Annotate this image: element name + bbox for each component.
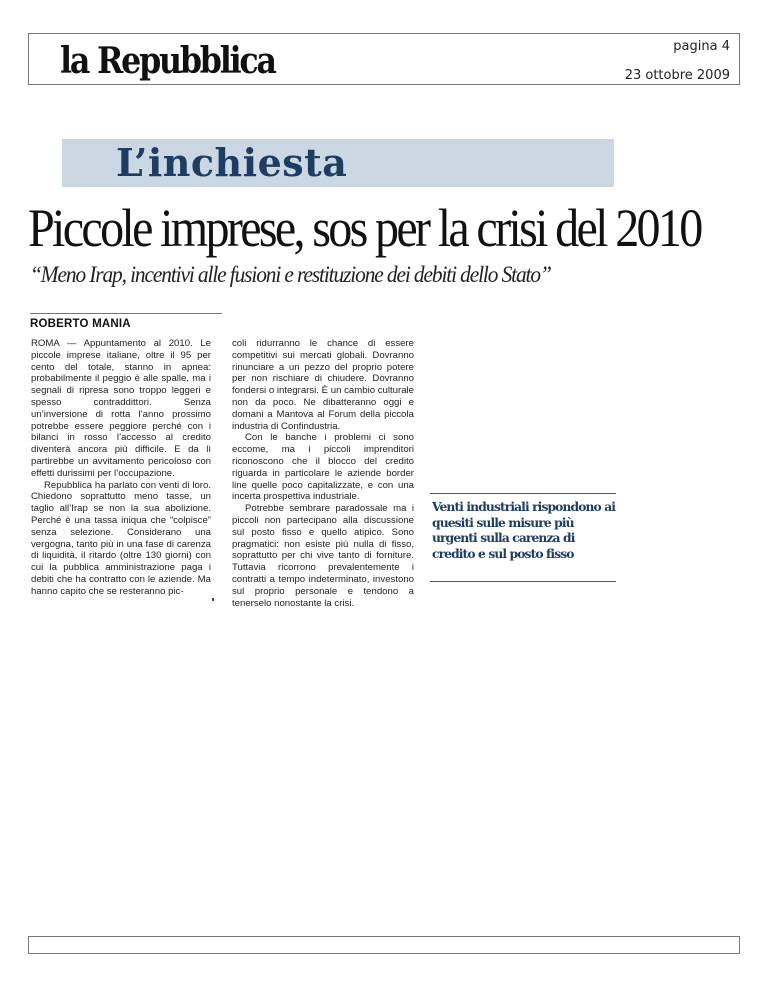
section-band (62, 139, 614, 187)
article-author: ROBERTO MANIA (30, 318, 131, 330)
author-rule (30, 313, 222, 314)
sidebar-rule-bottom (430, 581, 616, 582)
column-2-paragraph-1: coli ridurranno le chance di essere competitivi sui mercati globali. Dovranno rinunciare a un pezzo del proprio potere per non rischiare di chiudere. Dovranno fondersi o integrarsi. È un cambio culturale non da poco. Ne dibatteranno oggi e domani a Mantova al Forum della piccola industria di Confindustria. (232, 338, 414, 432)
page-number: pagina 4 (673, 39, 730, 54)
column-2-paragraph-3: Potrebbe sembrare paradossale ma i piccoli non partecipano alla discussione sul posto fisso e quello atipico. Sono pragmatici: non esiste più nulla di fisso, soprattutto per chi vive tanto di forniture. Tuttavia ricorrono prevalentemente i contratti a tempo indeterminato, investono sul proprio personale e tendono a tenerselo nonostante la crisi. (232, 503, 414, 609)
footer-frame (28, 936, 740, 954)
sidebar-rule-top (430, 493, 616, 494)
section-label: L’inchiesta (116, 140, 348, 185)
article-headline: Piccole imprese, sos per la crisi del 2010 (28, 198, 701, 258)
column-end-mark (212, 598, 214, 601)
masthead-logo: la Repubblica (60, 40, 275, 82)
article-column-2 (232, 338, 414, 609)
article-column-1 (31, 338, 211, 598)
sidebar-callout: Venti industriali rispondono ai quesiti sulle misure più urgenti sulla carenza di credito e sul posto fisso (432, 499, 616, 561)
article-subhead: “Meno Irap, incentivi alle fusioni e restituzione dei debiti dello Stato” (30, 262, 551, 287)
column-1-paragraph-2: Repubblica ha parlato con venti di loro. Chiedono soprattutto meno tasse, un taglio all’Irap se non la sua abolizione. Perché è una tassa iniqua che “colpisce” senza selezione. Considerano una vergogna, tanto più in una fase di carenza di liquidità, il ritardo (oltre 130 giorni) con cui la pubblica amministrazione paga i debiti che ha contratto con le aziende. Ma hanno capito che se resteranno pic- (31, 479, 211, 597)
column-2-paragraph-2: Con le banche i problemi ci sono eccome, ma i piccoli imprenditori riconoscono che il blocco del credito riguarda in particolare le aziende border line quelle poco capitalizzate, e con una incerta prospettiva industriale. (232, 432, 414, 503)
column-1-paragraph-1: ROMA — Appuntamento al 2010. Le piccole imprese italiane, oltre il 95 per cento del totale, stanno in apnea: probabilmente il peggio è alle spalle, ma i segnali di ripresa sono troppo leggeri e spesso contraddittori. Senza un’inversione di rotta l’anno prossimo potrebbe essere peggiore perché con i bilanci in rosso l’accesso al credito diventerà ancora più difficile. E da lì partirebbe un avvitamento pericoloso con effetti durissimi per l’occupazione. (31, 338, 211, 479)
issue-date: 23 ottobre 2009 (624, 68, 730, 83)
